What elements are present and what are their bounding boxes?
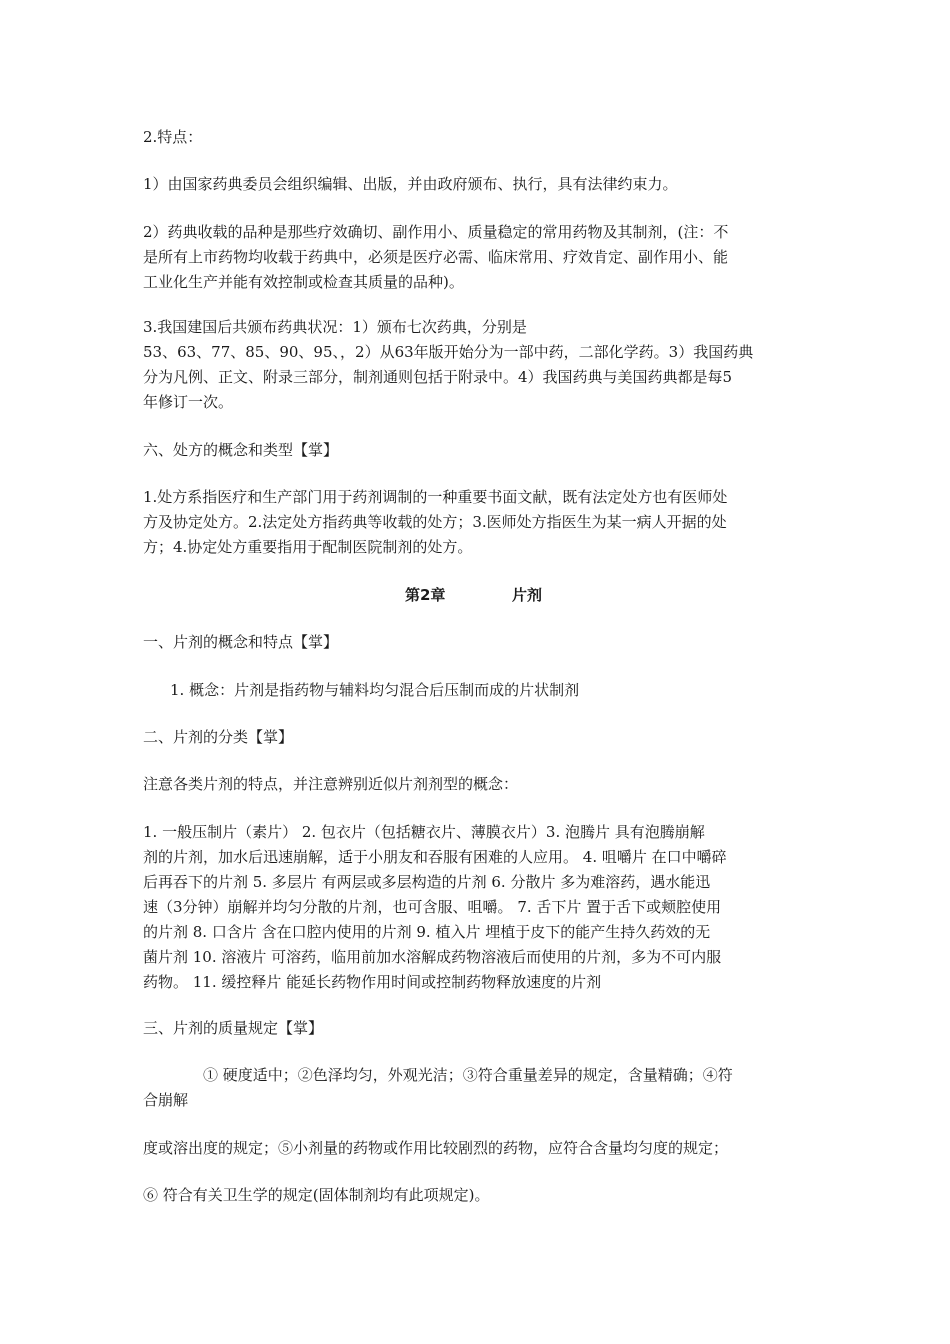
section-heading-concept [143, 630, 809, 655]
text-line: 三、片剂的质量规定【掌】 [143, 1019, 324, 1037]
text-line: 方及协定处方。2.法定处方指药典等收载的处方；3.医师处方指医生为某一病人开据的处 [143, 513, 727, 531]
text-line: 3.我国建国后共颁布药典状况：1）颁布七次药典，分别是 [143, 318, 527, 336]
paragraph-item-2 [143, 220, 809, 295]
section-heading-features [143, 125, 809, 150]
text-line: 速（3分钟）崩解并均匀分散的片剂，也可含服、咀嚼。 7. 舌下片 置于舌下或颊腔使用 [143, 898, 722, 916]
text-line: 1. 一般压制片（素片） 2. 包衣片（包括糖衣片、薄膜衣片）3. 泡腾片 具有泡腾崩解 [143, 823, 705, 841]
text-line: 1.处方系指医疗和生产部门用于药剂调制的一种重要书面文献，既有法定处方也有医师处 [143, 488, 728, 506]
text-line: 菌片剂 10. 溶液片 可溶药，临用前加水溶解成药物溶液后而使用的片剂，多为不可内服 [143, 948, 722, 966]
text-line: 方；4.协定处方重要指用于配制医院制剂的处方。 [143, 538, 473, 556]
text-line: ⑥ 符合有关卫生学的规定(固体制剂均有此项规定)。 [143, 1186, 490, 1204]
text-line: 2.特点： [143, 128, 203, 146]
text-line: 剂的片剂，加水后迅速崩解，适于小朋友和吞服有困难的人应用。 4. 咀嚼片 在口中嚼碎 [143, 848, 727, 866]
text-line: 的片剂 8. 口含片 含在口腔内使用的片剂 9. 植入片 埋植于皮下的能产生持久药效的无 [143, 923, 711, 941]
paragraph-concept [170, 678, 836, 703]
text-line: 工业化生产并能有效控制或检查其质量的品种)。 [143, 273, 464, 291]
text-line: 1. 概念：片剂是指药物与辅料均匀混合后压制而成的片状制剂 [170, 681, 580, 699]
text-line: 一、片剂的概念和特点【掌】 [143, 633, 339, 651]
text-line: 2）药典收载的品种是那些疗效确切、副作用小、质量稳定的常用药物及其制剂，(注：不 [143, 223, 729, 241]
text-line: 后再吞下的片剂 5. 多层片 有两层或多层构造的片剂 6. 分散片 多为难溶药，遇水能迅 [143, 873, 711, 891]
section-heading-prescription [143, 438, 809, 463]
text-line: ① 硬度适中；②色泽均匀，外观光洁；③符合重量差异的规定，含量精确；④符 [203, 1066, 733, 1084]
paragraph-item-3 [143, 315, 809, 415]
paragraph-tablet-types [143, 820, 809, 995]
paragraph-prescription [143, 485, 809, 560]
paragraph-quality-end [143, 1183, 809, 1208]
text-line: 分为凡例、正文、附录三部分，制剂通则包括于附录中。4）我国药典与美国药典都是每5 [143, 368, 733, 386]
section-heading-classification [143, 725, 809, 750]
text-line: 药物。 11. 缓控释片 能延长药物作用时间或控制药物释放速度的片剂 [143, 973, 602, 991]
text-line: 是所有上市药物均收载于药典中，必须是医疗必需、临床常用、疗效肯定、副作用小、能 [143, 248, 729, 266]
section-heading-quality [143, 1016, 809, 1041]
paragraph-quality-cont [143, 1136, 809, 1161]
text-line: 1）由国家药典委员会组织编辑、出版，并由政府颁布、执行，具有法律约束力。 [143, 175, 678, 193]
text-line: 53、63、77、85、90、95、，2）从63年版开始分为一部中药，二部化学药。3）我国药典 [143, 343, 754, 361]
text-line: 合崩解 [143, 1091, 189, 1109]
text-line: 六、处方的概念和类型【掌】 [143, 441, 339, 459]
chapter-name: 片剂 [512, 586, 543, 604]
text-line: 度或溶出度的规定；⑤小剂量的药物或作用比较剧烈的药物，应符合含量均匀度的规定； [143, 1139, 729, 1157]
paragraph-quality-wrap [143, 1088, 809, 1113]
paragraph-classification-note [143, 772, 809, 797]
paragraph-item-1 [143, 172, 809, 197]
paragraph-quality-start [203, 1063, 809, 1088]
chapter-number: 第2章 [405, 586, 446, 604]
text-line: 二、片剂的分类【掌】 [143, 728, 294, 746]
text-line: 年修订一次。 [143, 393, 234, 411]
text-line: 注意各类片剂的特点，并注意辨别近似片剂剂型的概念： [143, 775, 519, 793]
